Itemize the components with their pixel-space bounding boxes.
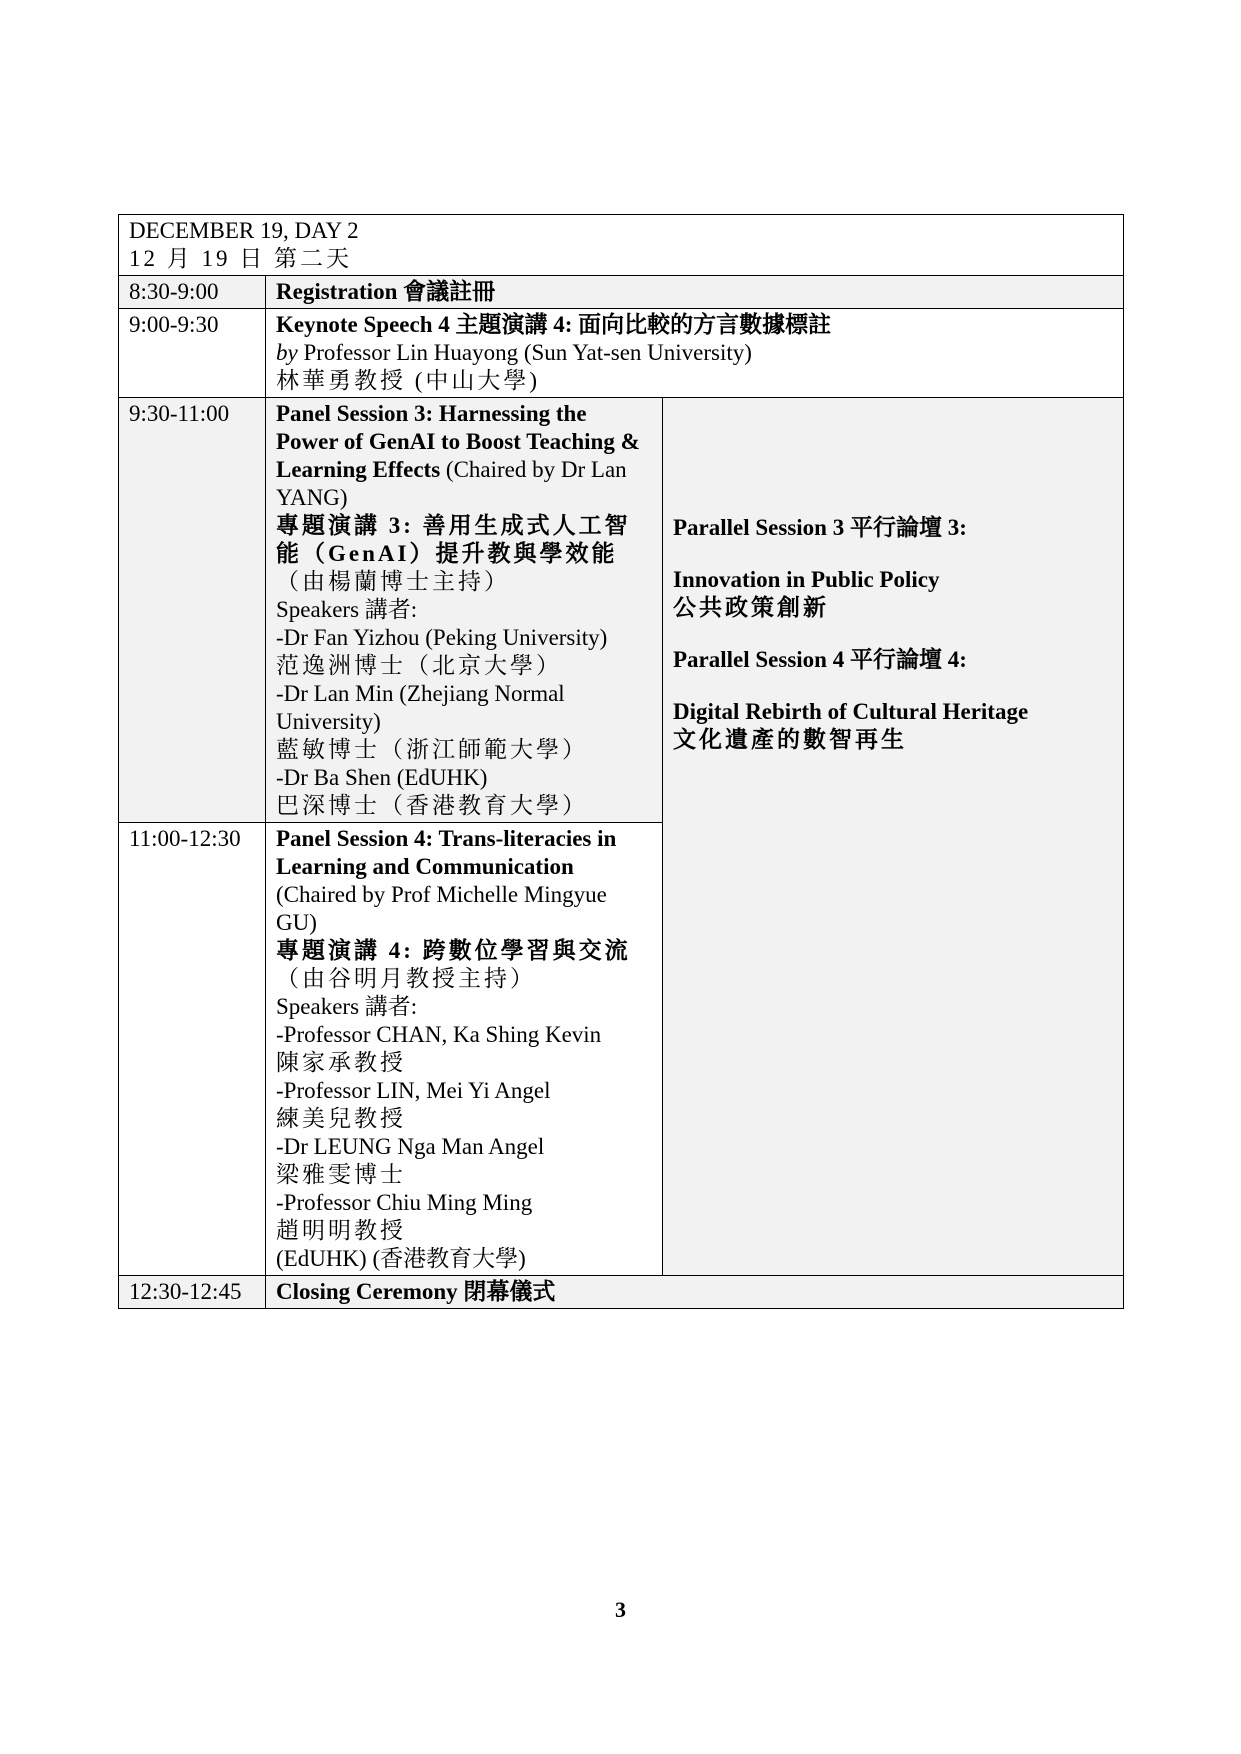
schedule-table [118,214,1124,1309]
parallel-session-3-title-en: Innovation in Public Policy [673,567,940,592]
keynote-speaker-en: Professor Lin Huayong (Sun Yat-sen University) [297,340,752,365]
day-header-row [119,215,1124,276]
parallel-sessions-cell [663,398,1124,1276]
panel4-affiliation: (EdUHK) (香港教育大學) [276,1246,526,1271]
panel4-speaker-4-zh: 趙明明教授 [276,1218,406,1243]
panel4-chair-zh: （由谷明月教授主持） [276,966,536,991]
panel4-speaker-2-en: -Professor LIN, Mei Yi Angel [276,1078,551,1103]
panel3-row [119,398,1124,823]
panel3-speaker-1-en: -Dr Fan Yizhou (Peking University) [276,625,608,650]
day-title-en: DECEMBER 19, DAY 2 [129,218,359,243]
keynote-title: Keynote Speech 4 主題演講 4: 面向比較的方言數據標註 [276,312,832,337]
parallel-session-3-title-zh: 公共政策創新 [673,595,829,620]
registration-title: Registration 會議註冊 [266,276,1124,309]
registration-row [119,276,1124,309]
panel4-time: 11:00-12:30 [119,823,266,1276]
panel4-speaker-1-zh: 陳家承教授 [276,1050,406,1075]
panel4-chair-en: (Chaired by Prof Michelle Mingyue GU) [276,882,607,935]
keynote-speaker-zh: 林華勇教授 (中山大學) [276,368,541,393]
parallel-session-4-title-en: Digital Rebirth of Cultural Heritage [673,699,1029,724]
panel3-time: 9:30-11:00 [119,398,266,823]
panel3-speaker-3-en: -Dr Ba Shen (EdUHK) [276,765,488,790]
panel3-chair-zh: （由楊蘭博士主持） [276,569,510,594]
spacer [673,542,1113,566]
panel4-title-zh: 專題演講 4: 跨數位學習與交流 [276,938,631,963]
parallel-session-4-title-zh: 文化遺產的數智再生 [673,727,907,752]
panel3-title: Panel Session 3: Harnessing the Power of GenAI to Boost Teaching & Learning Effects [276,401,640,482]
keynote-time: 9:00-9:30 [119,309,266,398]
panel4-speaker-2-zh: 練美兒教授 [276,1106,406,1131]
panel4-speaker-3-zh: 梁雅雯博士 [276,1162,406,1187]
panel3-speaker-2-en: -Dr Lan Min (Zhejiang Normal University) [276,681,565,734]
panel4-speakers-label: Speakers 講者: [276,994,418,1019]
panel4-speaker-4-en: -Professor Chiu Ming Ming [276,1190,533,1215]
panel4-title: Panel Session 4: Trans-literacies in Learning and Communication [276,826,617,879]
keynote-by: by [276,340,298,365]
parallel-session-4-label: Parallel Session 4 平行論壇 4: [673,647,967,672]
keynote-row [119,309,1124,398]
parallel-session-3-label: Parallel Session 3 平行論壇 3: [673,515,967,540]
spacer [673,674,1113,698]
panel3-cell [266,398,663,823]
spacer [673,622,1113,646]
keynote-speaker-line [276,339,1113,367]
panel3-speaker-2-zh: 藍敏博士（浙江師範大學） [276,737,588,762]
panel4-cell [266,823,663,1276]
keynote-cell [266,309,1124,398]
panel3-chair-en: (Chaired by Dr Lan YANG) [276,457,627,510]
day-title-zh: 12 月 19 日 第二天 [129,246,352,271]
panel3-speaker-1-zh: 范逸洲博士（北京大學） [276,653,562,678]
panel3-title-zh: 專題演講 3: 善用生成式人工智能（GenAI）提升教與學效能 [276,513,631,566]
closing-time: 12:30-12:45 [119,1276,266,1309]
closing-title: Closing Ceremony 閉幕儀式 [266,1276,1124,1309]
registration-time: 8:30-9:00 [119,276,266,309]
page-number: 3 [615,1597,626,1622]
panel3-speaker-3-zh: 巴深博士（香港教育大學） [276,793,588,818]
closing-row [119,1276,1124,1309]
panel4-speaker-3-en: -Dr LEUNG Nga Man Angel [276,1134,545,1159]
day-header-cell [119,215,1124,276]
panel4-speaker-1-en: -Professor CHAN, Ka Shing Kevin [276,1022,602,1047]
panel3-speakers-label: Speakers 講者: [276,597,418,622]
